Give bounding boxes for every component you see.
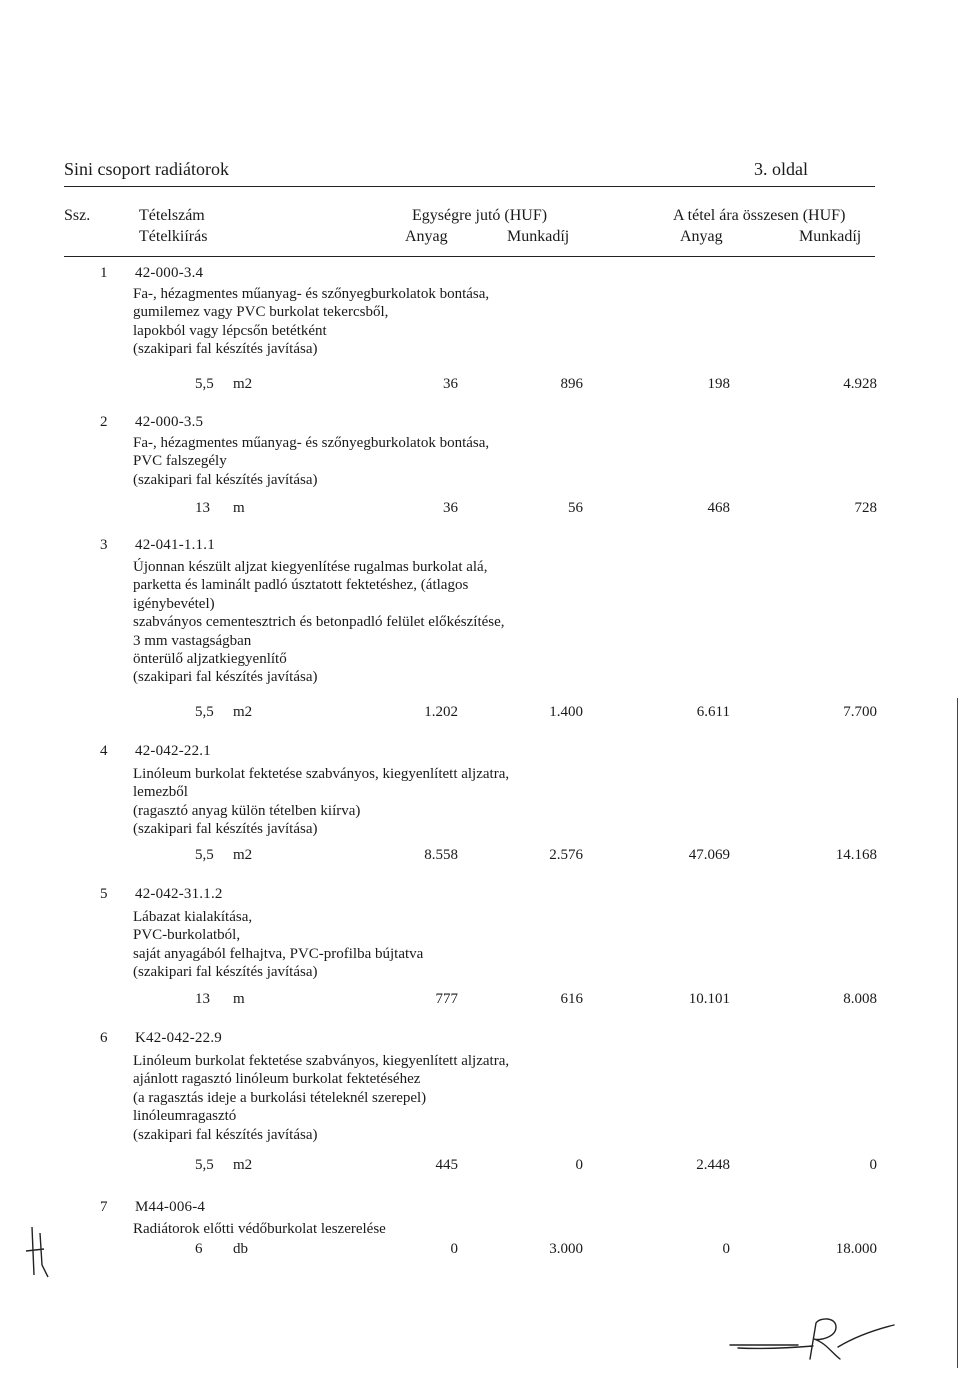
unit: m bbox=[233, 500, 245, 516]
unit-price-munkadij: 56 bbox=[568, 500, 583, 516]
item-number: 7 bbox=[100, 1199, 108, 1215]
item-description bbox=[133, 434, 489, 489]
unit-price-anyag: 0 bbox=[450, 1241, 458, 1257]
total-munkadij: 14.168 bbox=[835, 847, 877, 863]
unit: m2 bbox=[233, 704, 253, 720]
quantity: 13 bbox=[195, 991, 210, 1007]
total-anyag: 468 bbox=[707, 500, 730, 516]
item-description bbox=[133, 1220, 386, 1238]
quantity-line bbox=[0, 1157, 960, 1177]
description-line: Lábazat kialakítása, bbox=[133, 909, 253, 925]
quantity: 5,5 bbox=[195, 847, 214, 863]
total-munkadij: 728 bbox=[854, 500, 877, 516]
total-anyag: 6.611 bbox=[696, 704, 730, 720]
document-title: Sini csoport radiátorok bbox=[64, 159, 229, 179]
unit-price-munkadij: 616 bbox=[560, 991, 583, 1007]
item-code: 42-000-3.5 bbox=[135, 414, 204, 430]
item-number: 6 bbox=[100, 1030, 108, 1046]
unit: m2 bbox=[233, 847, 253, 863]
quantity-line bbox=[0, 1241, 960, 1261]
quantity: 6 bbox=[195, 1241, 203, 1257]
description-line: igénybevétel) bbox=[133, 595, 215, 612]
quantity-line bbox=[0, 991, 960, 1011]
description-line: PVC falszegély bbox=[133, 453, 227, 470]
unit: m2 bbox=[233, 376, 253, 392]
header-divider bbox=[64, 186, 875, 187]
column-header-total-price: A tétel ára összesen (HUF) bbox=[673, 207, 846, 224]
quantity-line bbox=[0, 500, 960, 520]
item-number: 2 bbox=[100, 414, 108, 430]
description-line: (ragasztó anyag külön tételben kiírva) bbox=[133, 802, 361, 819]
description-line: parketta és laminált padló úsztatott fektetéshez, (átlagos bbox=[133, 577, 469, 594]
column-header-tetelkiiras: Tételkiírás bbox=[139, 228, 208, 245]
description-line: 3 mm vastagságban bbox=[133, 632, 252, 649]
column-header-unit-anyag: Anyag bbox=[405, 228, 448, 245]
unit-price-anyag: 36 bbox=[443, 500, 458, 516]
total-anyag: 47.069 bbox=[688, 847, 730, 863]
description-line: Linóleum burkolat fektetése szabványos, kiegyenlített aljzatra, bbox=[133, 766, 510, 782]
description-line: Linóleum burkolat fektetése szabványos, kiegyenlített aljzatra, bbox=[133, 1053, 510, 1069]
scan-margin-line bbox=[957, 698, 958, 1368]
description-line: gumilemez vagy PVC burkolat tekercsből, bbox=[133, 304, 389, 321]
page-number: 3. oldal bbox=[754, 159, 808, 179]
description-line: lemezből bbox=[133, 784, 188, 801]
handwritten-initial-mark bbox=[22, 1225, 54, 1281]
description-line: (szakipari fal készítés javítása) bbox=[133, 669, 318, 686]
column-header-unit-price: Egységre jutó (HUF) bbox=[412, 207, 548, 224]
column-header-unit-munkadij: Munkadíj bbox=[507, 228, 570, 245]
description-line: Fa-, hézagmentes műanyag- és szőnyegburkolatok bontása, bbox=[133, 435, 490, 451]
description-line: ajánlott ragasztó linóleum burkolat fektetéséhez bbox=[133, 1071, 421, 1088]
description-line: (szakipari fal készítés javítása) bbox=[133, 821, 318, 838]
total-anyag: 10.101 bbox=[688, 991, 730, 1007]
description-line: saját anyagából felhajtva, PVC-profilba bújtatva bbox=[133, 945, 424, 962]
unit-price-anyag: 445 bbox=[435, 1157, 458, 1173]
total-munkadij: 0 bbox=[869, 1157, 877, 1173]
description-line: PVC-burkolatból, bbox=[133, 927, 241, 944]
quantity: 5,5 bbox=[195, 376, 214, 392]
column-header-total-anyag: Anyag bbox=[680, 228, 723, 245]
signature bbox=[728, 1315, 898, 1375]
total-anyag: 2.448 bbox=[696, 1157, 730, 1173]
unit-price-anyag: 777 bbox=[435, 991, 458, 1007]
total-anyag: 0 bbox=[722, 1241, 730, 1257]
quantity: 13 bbox=[195, 500, 210, 516]
item-number: 4 bbox=[100, 743, 108, 759]
description-line: (szakipari fal készítés javítása) bbox=[133, 964, 318, 981]
item-code: 42-042-31.1.2 bbox=[135, 886, 223, 902]
item-description bbox=[133, 1052, 509, 1144]
description-line: (szakipari fal készítés javítása) bbox=[133, 1126, 318, 1143]
total-munkadij: 8.008 bbox=[843, 991, 877, 1007]
quantity-line bbox=[0, 704, 960, 724]
description-line: szabványos cementesztrich és betonpadló felület előkészítése, bbox=[133, 614, 505, 631]
unit-price-anyag: 36 bbox=[443, 376, 458, 392]
item-code: K42-042-22.9 bbox=[135, 1030, 222, 1046]
description-line: (a ragasztás ideje a burkolási tételeknél szerepel) bbox=[133, 1089, 427, 1106]
unit-price-munkadij: 3.000 bbox=[549, 1241, 583, 1257]
unit-price-munkadij: 1.400 bbox=[549, 704, 583, 720]
item-code: M44-006-4 bbox=[135, 1199, 206, 1215]
unit: db bbox=[233, 1241, 248, 1257]
description-line: linóleumragasztó bbox=[133, 1108, 237, 1125]
total-munkadij: 4.928 bbox=[843, 376, 877, 392]
unit-price-munkadij: 2.576 bbox=[549, 847, 583, 863]
column-header-divider bbox=[64, 256, 875, 257]
unit-price-anyag: 1.202 bbox=[424, 704, 458, 720]
total-anyag: 198 bbox=[707, 376, 730, 392]
total-munkadij: 7.700 bbox=[843, 704, 877, 720]
item-code: 42-042-22.1 bbox=[135, 743, 211, 759]
quantity-line bbox=[0, 376, 960, 396]
description-line: (szakipari fal készítés javítása) bbox=[133, 341, 318, 358]
description-line: Fa-, hézagmentes műanyag- és szőnyegburkolatok bontása, bbox=[133, 286, 490, 302]
item-description bbox=[133, 765, 509, 839]
item-number: 5 bbox=[100, 886, 108, 902]
item-description bbox=[133, 908, 423, 982]
item-description bbox=[133, 285, 489, 359]
description-line: Újonnan készült aljzat kiegyenlítése rugalmas burkolat alá, bbox=[133, 559, 488, 575]
column-header-ssz: Ssz. bbox=[64, 207, 91, 224]
item-code: 42-041-1.1.1 bbox=[135, 537, 215, 553]
quantity-line bbox=[0, 847, 960, 867]
column-header-total-munkadij: Munkadíj bbox=[799, 228, 862, 245]
quantity: 5,5 bbox=[195, 1157, 214, 1173]
description-line: lapokból vagy lépcsőn betétként bbox=[133, 322, 327, 339]
total-munkadij: 18.000 bbox=[835, 1241, 877, 1257]
unit-price-anyag: 8.558 bbox=[424, 847, 458, 863]
unit-price-munkadij: 896 bbox=[560, 376, 583, 392]
item-code: 42-000-3.4 bbox=[135, 265, 204, 281]
unit-price-munkadij: 0 bbox=[575, 1157, 583, 1173]
description-line: (szakipari fal készítés javítása) bbox=[133, 471, 318, 488]
description-line: Radiátorok előtti védőburkolat leszerelése bbox=[133, 1221, 386, 1237]
unit: m2 bbox=[233, 1157, 253, 1173]
column-header-tetelszam: Tételszám bbox=[139, 207, 205, 224]
item-number: 3 bbox=[100, 537, 108, 553]
item-description bbox=[133, 558, 505, 687]
unit: m bbox=[233, 991, 245, 1007]
item-number: 1 bbox=[100, 265, 108, 281]
quantity: 5,5 bbox=[195, 704, 214, 720]
description-line: önterülő aljzatkiegyenlítő bbox=[133, 651, 287, 668]
